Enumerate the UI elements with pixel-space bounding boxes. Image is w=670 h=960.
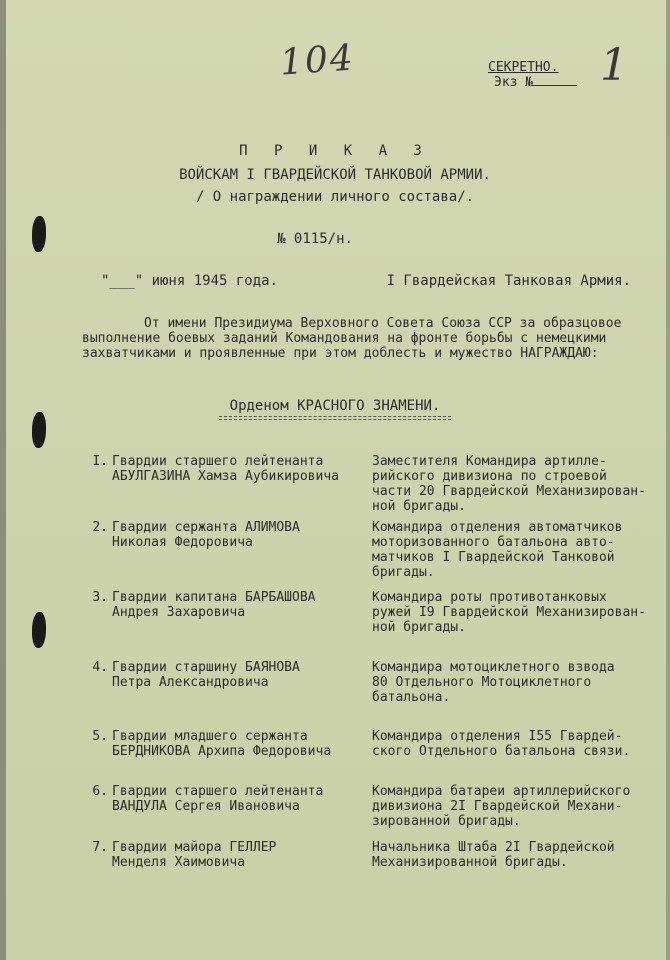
- entry-number: 6.: [92, 784, 108, 799]
- entry-fullname: Петра Александровича: [112, 675, 269, 690]
- intro-line: захватчиками и проявленные при этом доблесть и мужество НАГРАЖДАЮ:: [82, 346, 599, 361]
- punch-hole: [32, 612, 46, 648]
- entry-position: [372, 590, 662, 635]
- list-item: [82, 784, 662, 829]
- award-title: Орденом КРАСНОГО ЗНАМЕНИ.: [229, 398, 441, 414]
- document-title: П Р И К А З: [239, 143, 431, 159]
- position-line: ной бригады.: [372, 620, 466, 635]
- entry-number: 5.: [92, 729, 108, 744]
- entry-number: 7.: [92, 840, 108, 855]
- position-line: батальона.: [372, 690, 451, 705]
- list-item: [82, 590, 662, 635]
- position-line: Командира роты противотанковых: [372, 590, 607, 605]
- position-line: дивизиона 2I Гвардейской Механи-: [372, 799, 623, 814]
- position-line: 80 Отдельного Мотоциклетного: [372, 675, 592, 690]
- entry-rank: Гвардии старшего лейтенанта: [112, 454, 324, 469]
- entry-name: [112, 840, 370, 870]
- entry-fullname: Андрея Захаровича: [112, 605, 246, 620]
- copy-label: Экз №: [494, 75, 534, 90]
- entry-rank: Гвардии капитана БАРБАШОВА: [112, 590, 316, 605]
- entry-position: [372, 520, 662, 580]
- award-heading: [0, 398, 670, 420]
- entry-number: I.: [92, 454, 108, 469]
- list-item: [82, 729, 662, 759]
- entry-fullname: БЕРДНИКОВА Архипа Федоровича: [112, 744, 332, 759]
- position-line: моторизованного батальона авто-: [372, 535, 615, 550]
- entry-rank: Гвардии старшину БАЯНОВА: [112, 660, 300, 675]
- intro-line: выполнение боевых заданий Командования на фронте борьбы с немецкими: [82, 331, 607, 346]
- entry-name: [112, 520, 370, 580]
- entry-fullname: Николая Федоровича: [112, 535, 253, 550]
- entry-position: [372, 454, 662, 514]
- position-line: Командира отделения I55 Гвардей-: [372, 729, 623, 744]
- position-line: ной бригады.: [372, 499, 466, 514]
- position-line: ского Отдельного батальона связи.: [372, 744, 631, 759]
- entry-number: 3.: [92, 590, 108, 605]
- position-line: бригады.: [372, 565, 435, 580]
- intro-line: От имени Президиума Верховного Совета Союза ССР за образцовое: [144, 316, 622, 331]
- award-divider: [219, 416, 451, 420]
- position-line: ружей I9 Гвардейской Механизирован-: [372, 605, 646, 620]
- position-line: рийского дивизиона по строевой: [372, 469, 607, 484]
- position-line: Начальника Штаба 2I Гвардейской: [372, 840, 615, 855]
- handwritten-copy-number: 1: [600, 40, 628, 91]
- entry-number: 4.: [92, 660, 108, 675]
- position-line: Командира отделения автоматчиков: [372, 520, 623, 535]
- date-line: [101, 273, 631, 289]
- secret-label: СЕКРЕТНО.: [488, 60, 559, 75]
- position-line: части 20 Гвардейской Механизирован-: [372, 484, 646, 499]
- handwritten-page-number: 104: [278, 37, 357, 84]
- entry-position: [372, 840, 662, 870]
- order-date: "___" июня 1945 года.: [101, 273, 279, 289]
- entry-name: [112, 784, 370, 829]
- list-item: [82, 660, 662, 705]
- position-line: Заместителя Командира артилле-: [372, 454, 607, 469]
- position-line: Командира батареи артиллерийского: [372, 784, 631, 799]
- document-subject: / О награждении личного состава/.: [195, 189, 475, 205]
- position-line: Командира мотоциклетного взвода: [372, 660, 615, 675]
- entry-fullname: АБУЛГАЗИНА Хамза Аубикировича: [112, 469, 339, 484]
- position-line: зированной бригады.: [372, 814, 521, 829]
- entry-name: [112, 590, 370, 635]
- entry-fullname: Менделя Хаимовича: [112, 855, 246, 870]
- secret-stamp: [488, 60, 577, 90]
- list-item: [82, 840, 662, 870]
- position-line: Механизированной бригады.: [372, 855, 568, 870]
- entry-rank: Гвардии старшего лейтенанта: [112, 784, 324, 799]
- list-item: [82, 520, 662, 580]
- list-item: [82, 454, 662, 514]
- issuing-army: I Гвардейская Танковая Армия.: [386, 273, 631, 289]
- entry-number: 2.: [92, 520, 108, 535]
- entry-position: [372, 660, 662, 705]
- entry-rank: Гвардии сержанта АЛИМОВА: [112, 520, 300, 535]
- document-subtitle: ВОЙСКАМ I ГВАРДЕЙСКОЙ ТАНКОВОЙ АРМИИ.: [179, 167, 491, 183]
- entry-rank: Гвардии младшего сержанта: [112, 729, 308, 744]
- entry-name: [112, 729, 370, 759]
- intro-paragraph: [82, 316, 642, 361]
- entry-position: [372, 729, 662, 759]
- order-number: № 0115/н.: [277, 231, 353, 247]
- position-line: матчиков I Гвардейской Танковой: [372, 550, 615, 565]
- entry-name: [112, 454, 370, 514]
- entry-fullname: ВАНДУЛА Сергея Ивановича: [112, 799, 300, 814]
- entry-rank: Гвардии майора ГЕЛЛЕР: [112, 840, 277, 855]
- entry-position: [372, 784, 662, 829]
- entry-name: [112, 660, 370, 705]
